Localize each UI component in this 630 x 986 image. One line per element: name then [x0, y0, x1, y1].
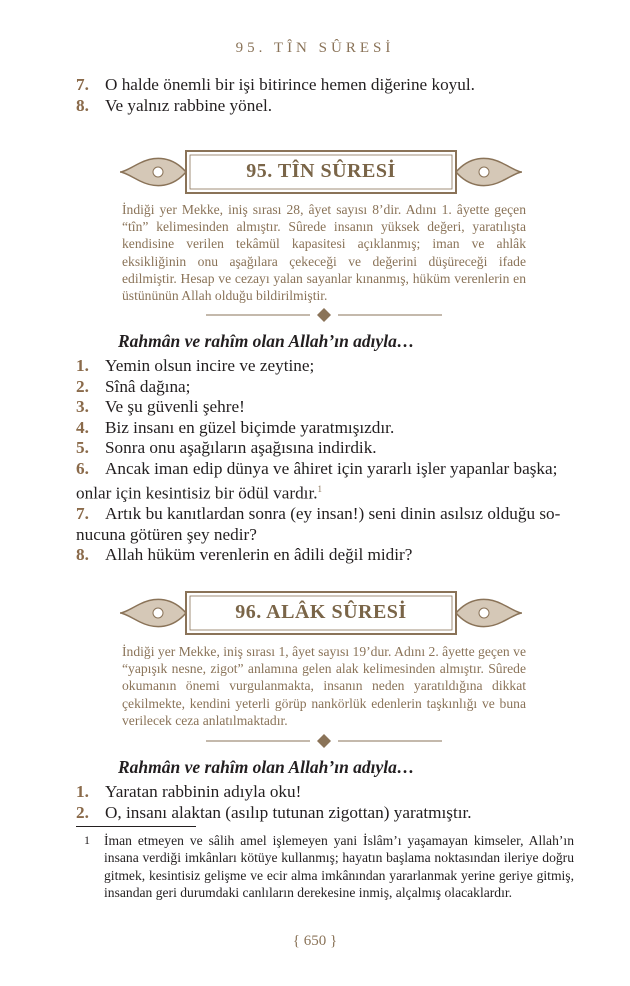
sura-title-banner	[118, 590, 524, 636]
verse: 7. O halde önemli bir işi bitirince hemen diğerine koyul.	[76, 75, 475, 94]
verse: 3. Ve şu güvenli şehre!	[76, 397, 245, 416]
verse: 8. Allah hüküm verenlerin en âdili değil midir?	[76, 545, 413, 565]
footnote-number: 1	[84, 833, 90, 847]
verse: 2. O, insanı alaktan (asılıp tutunan zigottan) yaratmıştır.	[76, 802, 472, 822]
verse: 7. Artık bu kanıtlardan sonra (ey insan!) seni dinin asılsız olduğu so-	[76, 504, 561, 524]
top-verses	[76, 75, 574, 116]
ornament-divider-icon	[206, 308, 442, 322]
sura-title: 96. ALÂK SÛRESİ	[235, 601, 407, 623]
sura-intro: İndiği yer Mekke, iniş sırası 28, âyet sayısı 8’dir. Adını 1. âyette geçen “tîn” kelimesinden almıştır. Sûrede insanın yüksek değeri, yaratılışta kendisine verilen tekâmül kapasitesi açıklanmış; iman ve ahlâk eksikliğinin onu aşağılara çekeceği ve değerini düşüreceği ifade edilmiştir. Hesap ve cezayı yalan sayanlar kınanmış, hüküm verenlerin en üstününün Allah olduğu bildirilmiştir.	[122, 202, 526, 304]
verse: 5. Sonra onu aşağıların aşağısına indirdik.	[76, 438, 377, 457]
left-flourish-icon: {	[292, 933, 300, 949]
page-number: { 650 }	[292, 933, 338, 949]
sura-verses	[76, 782, 574, 823]
basmala: Rahmân ve rahîm olan Allah’ın adıyla…	[118, 331, 415, 351]
sura-title-banner	[118, 149, 524, 195]
verse: 8. Ve yalnız rabbine yönel.	[76, 95, 273, 115]
verse: 6. Ancak iman edip dünya ve âhiret için yararlı işler yapanlar başka;	[76, 458, 558, 478]
footnote-marker[interactable]: 1	[317, 484, 323, 494]
verse-continuation: nucuna götüren şey nedir?	[76, 524, 257, 544]
verse: 1. Yemin olsun incire ve zeytine;	[76, 356, 315, 375]
sura-title: 95. TÎN SÛRESİ	[246, 160, 396, 182]
footnote-text: İman etmeyen ve sâlih amel işlemeyen yani İslâm’ı yaşamayan kimseler, Allah’ın insana verdiği imkânları kötüye kullanmış; hayatın başlama noktasından ileriye doğru gitmek, kesintisiz gelişme ve ecir alma imkânından yararlanmak yerine geriye gitmiş, insandan geri durumdaki canlıların derekesine inmiş, alçalmış olacaklardır.	[104, 833, 574, 901]
verse: 2. Sînâ dağına;	[76, 376, 191, 396]
sura-verses	[76, 356, 574, 566]
sura-intro: İndiği yer Mekke, iniş sırası 1, âyet sayısı 19’dur. Adını 2. âyette geçen ve “yapışık nesne, zigot” anlamına gelen alak kelimesinden almıştır. Sûrede okumanın önemi vurgulanmakta, insanın neden yaratıldığına dikkat çekilmekte, kendini yeterli görüp nankörlük edenlerin taşkınlığı ve buna verilecek ceza anlatılmaktadır.	[122, 644, 526, 728]
running-head: 95. TÎN SÛRESİ	[235, 40, 395, 56]
footnote	[76, 832, 574, 902]
verse-continuation: onlar için kesintisiz bir ödül vardır.$^1$	[76, 483, 323, 503]
footnote-rule	[76, 826, 196, 827]
verse: 1. Yaratan rabbinin adıyla oku!	[76, 782, 302, 801]
basmala: Rahmân ve rahîm olan Allah’ın adıyla…	[118, 757, 415, 777]
verse: 4. Biz insanı en güzel biçimde yaratmışızdır.	[76, 417, 395, 437]
ornament-divider-icon	[206, 734, 442, 748]
right-flourish-icon: }	[330, 933, 338, 949]
